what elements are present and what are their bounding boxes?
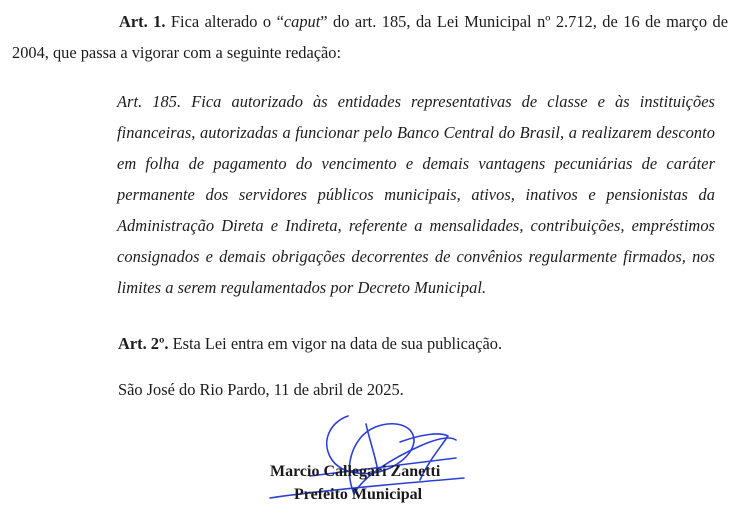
- article-1-text-before: Fica alterado o “: [165, 12, 284, 31]
- quoted-article-185: Art. 185. Fica autorizado às entidades representativas de classe e às instituições financeiras, autorizadas a funcionar pelo Banco Central do Brasil, a realizarem desconto em folha de pagamento do vencimento e demais vantagens pecuniárias de caráter permanente dos servidores públicos municipais, ativos, inativos e pensionistas da Administração Direta e Indireta, referente a mensalidades, contribuições, empréstimos consignados e demais obrigações decorrentes de convênios regularmente firmados, nos limites a serem regulamentados por Decreto Municipal.: [117, 92, 715, 297]
- caput-term: caput: [283, 12, 321, 31]
- article-2-text: Esta Lei entra em vigor na data de sua publicação.: [168, 334, 503, 353]
- place-and-date: São José do Rio Pardo, 11 de abril de 2025.: [118, 380, 404, 399]
- article-2-label: Art. 2º.: [118, 334, 169, 353]
- article-2-paragraph: [118, 328, 718, 359]
- article-1-paragraph: [12, 6, 728, 68]
- article-1-text-after: ” do art. 185, da Lei Municipal nº 2.712, de 16 de março de 2004, que passa a vigorar com a seguinte redação:: [12, 12, 728, 62]
- article-1-label: Art. 1.: [119, 12, 166, 31]
- signer-name: Marcio Callegari Zanetti: [270, 463, 441, 480]
- signer-title: Prefeito Municipal: [294, 486, 423, 503]
